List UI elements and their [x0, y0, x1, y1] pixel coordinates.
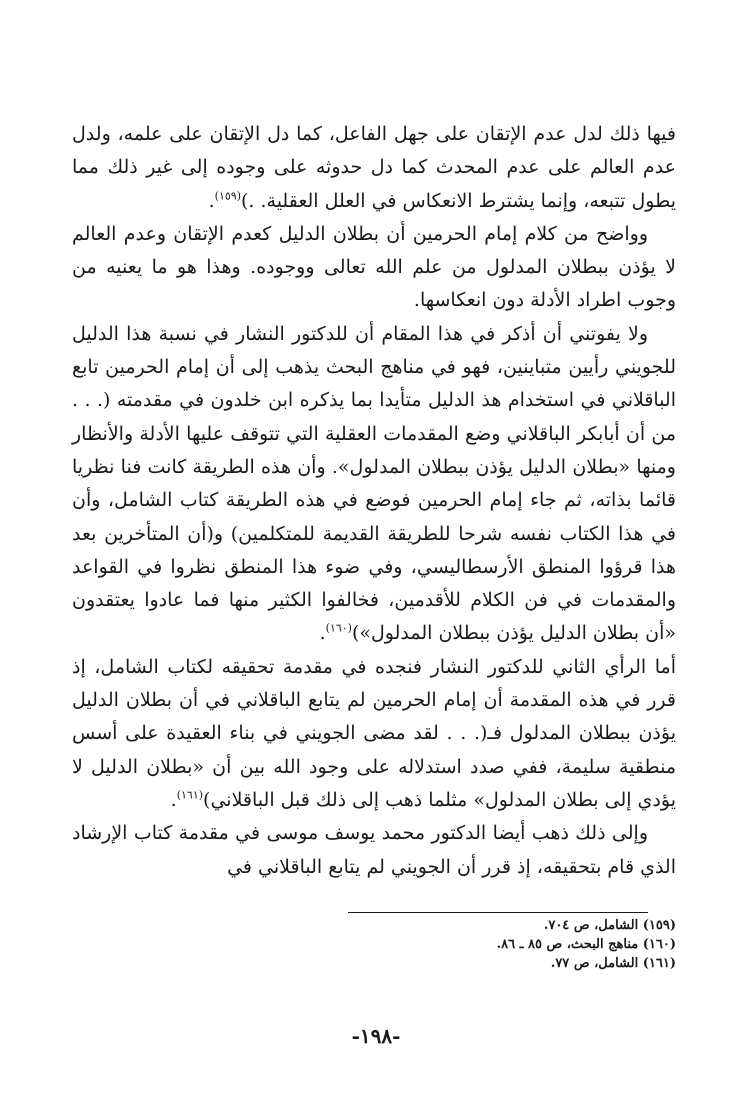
body-text: [72, 118, 676, 884]
paragraph-5: وإلى ذلك ذهب أيضا الدكتور محمد يوسف موسى في مقدمة كتاب الإرشاد الذي قام بتحقيقه، إذ قرر أن الجويني لم يتابع الباقلاني في: [72, 822, 676, 878]
paragraph-2: وواضح من كلام إمام الحرمين أن بطلان الدليل كعدم الإتقان وعدم العالم لا يؤذن ببطلان المدلول من علم الله تعالى ووجوده. وهذا هو ما يعنيه من وجوب اطراد الأدلة دون انعكاسها.: [72, 222, 676, 312]
footnote-ref-161: (١٦١): [176, 788, 204, 802]
footnote-divider: [348, 912, 648, 913]
paragraph-3: ولا يفوتني أن أذكر في هذا المقام أن للدكتور النشار في نسبة هذا الدليل للجويني رأيين متباينين، فهو في مناهج البحث يذهب إلى أن إمام الحرمين تابع الباقلاني في استخدام هذ الدليل متأيدا بما يذكره ابن خلدون في مقدمته (. . . من أن أبابكر الباقلاني وضع المقدمات العقلية التي تتوقف عليها الأدلة والأنظار ومنها «بطلان الدليل يؤذن ببطلان المدلول». وأن هذه الطريقة كانت فنا نظريا قائما بذاته، ثم جاء إمام الحرمين فوضع في هذه الطريقة كتاب الشامل، وأن في هذا الكتاب نفسه شرحا للطريقة القديمة للمتكلمين) و(أن المتأخرين بعد هذا قرؤوا المنطق الأرسطاليسي، وفي ضوء هذا المنطق نظروا في القواعد والمقدمات في فن الكلام للأقدمين، فخالفوا الكثير منها فما عادوا يعتقدون «أن بطلان الدليل يؤذن ببطلان المدلول»)$^{(١٦٠)}$.: [72, 322, 676, 645]
footnote-159: (١٥٩) الشامل، ص ٧٠٤.: [543, 918, 676, 933]
footnote-161: (١٦١) الشامل، ص ٧٧.: [550, 956, 676, 971]
footnote-ref-160: (١٦٠): [325, 622, 352, 636]
paragraph-4: أما الرأي الثاني للدكتور النشار فنجده في مقدمة تحقيقه لكتاب الشامل، إذ قرر في هذه المقدمة أن إمام الحرمين لم يتابع الباقلاني في أن بطلان الدليل يؤذن ببطلان المدلول فـ(. . . لقد مضى الجويني في بناء العقيدة على أسس منطقية سليمة، ففي صدد استدلاله على وجود الله بين أن «بطلان الدليل لا يؤدي إلى بطلان المدلول» مثلما ذهب إلى ذلك قبل الباقلاني)$^{(١٦١)}$.: [72, 655, 676, 811]
paragraph-1: فيها ذلك لدل عدم الإتقان على جهل الفاعل، كما دل الإتقان على علمه، ولدل عدم العالم على عدم المحدث كما دل حدوثه على وجوده إلى غير ذلك مما يطول تتبعه، وإنما يشترط الانعكاس في العلل العقلية. .)$^{(١٥٩)}$.: [72, 123, 676, 212]
footnotes: [72, 916, 676, 973]
footnote-ref-159: (١٥٩): [214, 189, 241, 203]
page-number: -١٩٨-: [351, 1024, 401, 1048]
footnote-160: (١٦٠) مناهج البحث، ص ٨٥ ـ ٨٦.: [496, 937, 676, 952]
